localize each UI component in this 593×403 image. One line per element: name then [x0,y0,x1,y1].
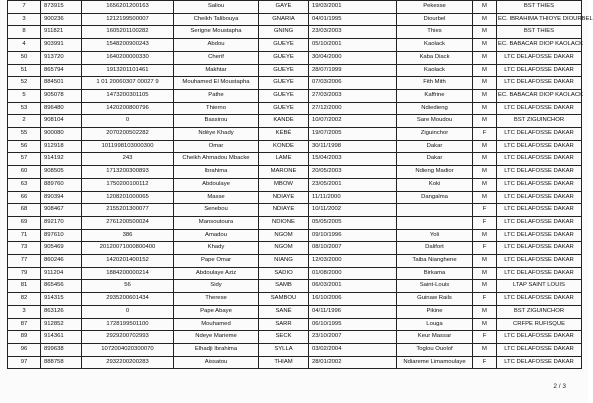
sex-cell: M [473,318,497,331]
birth-date-cell: 28/01/2002 [309,356,397,369]
last-name-cell: KANDE [259,115,309,128]
birth-date-cell: 27/03/2003 [309,89,397,102]
birth-date-cell: 23/05/2001 [309,178,397,191]
birth-place-cell: Thies [397,26,473,39]
table-row [8,140,582,153]
table-row [8,204,582,217]
ine-cell: 1208201000065 [82,191,174,204]
school-cell: LTC DELAFOSSE DAKAR [497,216,582,229]
row-number: 4 [8,39,41,52]
ine-cell: 1072004020300070 [82,343,174,356]
first-name-cell: Cherif [174,51,259,64]
ine-cell: 1420200800796 [82,102,174,115]
last-name-cell: GUEYE [259,77,309,90]
ien-cell: 912852 [41,318,82,331]
birth-date-cell: 16/10/2006 [309,293,397,306]
sex-cell: M [473,102,497,115]
last-name-cell: GUEYE [259,39,309,52]
last-name-cell: KÉBÉ [259,128,309,141]
ien-cell: 896480 [41,102,82,115]
birth-date-cell: 10/11/2002 [309,204,397,217]
birth-date-cell: 05/05/2005 [309,216,397,229]
ien-cell: 892170 [41,216,82,229]
last-name-cell: NDIAYE [259,204,309,217]
first-name-cell: Cheikh Ahmadou Mbacke [174,153,259,166]
row-number: 55 [8,128,41,141]
ine-cell: 2761200500024 [82,216,174,229]
first-name-cell: Mansoutoura [174,216,259,229]
last-name-cell: GNING [259,26,309,39]
last-name-cell: MBOW [259,178,309,191]
ien-cell: 914361 [41,331,82,344]
school-cell: LTC DELAFOSSE DAKAR [497,64,582,77]
last-name-cell: SYLLA [259,343,309,356]
row-number: 53 [8,102,41,115]
row-number: 50 [8,51,41,64]
first-name-cell: Abdou [174,39,259,52]
birth-place-cell: Kaffrine [397,89,473,102]
last-name-cell: SARR [259,318,309,331]
table-row [8,77,582,90]
ine-cell: 243 [82,153,174,166]
birth-date-cell: 30/11/1998 [309,140,397,153]
row-number: 63 [8,178,41,191]
ine-cell: 2935200601434 [82,293,174,306]
first-name-cell: Mouhamed [174,318,259,331]
school-cell: LTAP SAINT LOUIS [497,280,582,293]
ien-cell: 908505 [41,166,82,179]
school-cell: LTC DELAFOSSE DAKAR [497,204,582,217]
table-row [8,26,582,39]
birth-date-cell: 15/04/2003 [309,153,397,166]
row-number: 7 [8,1,41,14]
last-name-cell: GUEYE [259,102,309,115]
row-number: 68 [8,204,41,217]
birth-place-cell: Diourbel [397,13,473,26]
school-cell: BST THIES [497,1,582,14]
table-row [8,64,582,77]
sex-cell: M [473,166,497,179]
row-number: 57 [8,153,41,166]
ien-cell: 863126 [41,305,82,318]
last-name-cell: LAME [259,153,309,166]
ine-cell: 20120071000800400 [82,242,174,255]
first-name-cell: Makhtar [174,64,259,77]
last-name-cell: NDIAYE [259,191,309,204]
table-row [8,39,582,52]
first-name-cell: Khady [174,242,259,255]
last-name-cell: NGOM [259,229,309,242]
first-name-cell: Ndeye Marieme [174,331,259,344]
sex-cell: M [473,51,497,64]
school-cell: LTC DELAFOSSE DAKAR [497,51,582,64]
birth-place-cell: Saint-Louis [397,280,473,293]
school-cell: EC. IBRAHIMA THIOYE DIOURBEL [497,13,582,26]
ine-cell: 1212199500007 [82,13,174,26]
first-name-cell: Serigne Moustapha [174,26,259,39]
ien-cell: 914192 [41,153,82,166]
birth-date-cell: 01/08/2000 [309,267,397,280]
ien-cell: 905078 [41,89,82,102]
school-cell: LTC DELAFOSSE DAKAR [497,242,582,255]
birth-place-cell: Sare Moudou [397,115,473,128]
sex-cell: M [473,255,497,268]
ine-cell: 1913201101461 [82,64,174,77]
row-number: 52 [8,77,41,90]
ien-cell: 897610 [41,229,82,242]
birth-date-cell: 04/11/1996 [309,305,397,318]
ine-cell: 1548200900243 [82,39,174,52]
table-row [8,356,582,369]
school-cell: LTC DELAFOSSE DAKAR [497,356,582,369]
row-number: 97 [8,356,41,369]
birth-place-cell: Ndieng Madior [397,166,473,179]
school-cell: LTC DELAFOSSE DAKAR [497,229,582,242]
birth-place-cell: Kaba Diack [397,51,473,64]
birth-date-cell: 23/10/2007 [309,331,397,344]
row-number: 60 [8,166,41,179]
first-name-cell: Thierno [174,102,259,115]
birth-place-cell [397,216,473,229]
ien-cell: 911821 [41,26,82,39]
sex-cell: M [473,229,497,242]
birth-place-cell: Kaolack [397,39,473,52]
table-row [8,280,582,293]
ine-cell: 0 [82,305,174,318]
birth-place-cell: Keur Massar [397,331,473,344]
last-name-cell: SADIO [259,267,309,280]
row-number: 73 [8,242,41,255]
ien-cell: 860246 [41,255,82,268]
ien-cell: 900080 [41,128,82,141]
birth-date-cell: 09/10/1996 [309,229,397,242]
birth-place-cell: Pekesse [397,1,473,14]
last-name-cell: GUEYE [259,51,309,64]
birth-place-cell: Dakar [397,153,473,166]
birth-place-cell: Ndiedieng [397,102,473,115]
first-name-cell: Ndèye Khady [174,128,259,141]
school-cell: LTC DELAFOSSE DAKAR [497,331,582,344]
row-number: 79 [8,267,41,280]
sex-cell: M [473,305,497,318]
student-table [7,0,593,369]
table-row [8,115,582,128]
first-name-cell: Ibrahima [174,166,259,179]
sex-cell: F [473,128,497,141]
last-name-cell: NIANG [259,255,309,268]
school-cell: BST ZIGUINCHOR [497,115,582,128]
birth-date-cell: 27/12/2000 [309,102,397,115]
birth-place-cell: Fith Mith [397,77,473,90]
school-cell: EC. BABACAR DIOP KAOLACK [497,89,582,102]
table-row [8,343,582,356]
page-number: 2 / 3 [553,383,566,390]
last-name-cell: SAMBOU [259,293,309,306]
table-row [8,89,582,102]
sex-cell: M [473,267,497,280]
first-name-cell: Pathe [174,89,259,102]
first-name-cell: Elhadji Ibrahima [174,343,259,356]
birth-place-cell: Ndiareme Limamoulaye [397,356,473,369]
first-name-cell: Therese [174,293,259,306]
birth-place-cell: Toglou Ouolof [397,343,473,356]
table-row [8,102,582,115]
row-number: 81 [8,280,41,293]
birth-place-cell: Kaolack [397,64,473,77]
school-cell: BST THIES [497,26,582,39]
row-number: 66 [8,191,41,204]
ine-cell: 2929200702993 [82,331,174,344]
row-number: 96 [8,343,41,356]
birth-date-cell: 03/02/2004 [309,343,397,356]
last-name-cell: NGOM [259,242,309,255]
ine-cell: 1420201400152 [82,255,174,268]
birth-place-cell: Koki [397,178,473,191]
table-row [8,305,582,318]
sex-cell: M [473,153,497,166]
birth-place-cell [397,204,473,217]
ine-cell: 1728199501100 [82,318,174,331]
table-row [8,255,582,268]
school-cell: LTC DELAFOSSE DAKAR [497,102,582,115]
birth-date-cell: 20/05/2003 [309,166,397,179]
first-name-cell: Sidy [174,280,259,293]
ine-cell: 56 [82,280,174,293]
birth-date-cell: 12/03/2000 [309,255,397,268]
first-name-cell: Amadou [174,229,259,242]
sex-cell: M [473,39,497,52]
last-name-cell: GUEYE [259,89,309,102]
row-number: 2 [8,115,41,128]
first-name-cell: Pape Omar [174,255,259,268]
ine-cell: 1011998103000300 [82,140,174,153]
ine-cell: 386 [82,229,174,242]
last-name-cell: MARONE [259,166,309,179]
birth-place-cell: Louga [397,318,473,331]
ien-cell: 913720 [41,51,82,64]
school-cell: EC. BABACAR DIOP KAOLACK [497,39,582,52]
first-name-cell: Masse [174,191,259,204]
last-name-cell: GAYE [259,1,309,14]
table-row [8,242,582,255]
ien-cell: 889760 [41,178,82,191]
last-name-cell: KONDE [259,140,309,153]
ien-cell: 890394 [41,191,82,204]
ien-cell: 865456 [41,280,82,293]
ien-cell: 865794 [41,64,82,77]
birth-place-cell: Dakar [397,140,473,153]
row-number: 56 [8,140,41,153]
school-cell: LTC DELAFOSSE DAKAR [497,77,582,90]
school-cell: CRFPE RUFISQUE [497,318,582,331]
sex-cell: M [473,77,497,90]
sex-cell: F [473,293,497,306]
ine-cell: 1750200100112 [82,178,174,191]
ien-cell: 905469 [41,242,82,255]
row-number: 89 [8,331,41,344]
ine-cell: 1640200000330 [82,51,174,64]
first-name-cell: Abdoulaye Aziz [174,267,259,280]
birth-place-cell: Guinaw Rails [397,293,473,306]
birth-date-cell: 19/03/2001 [309,1,397,14]
first-name-cell: Senebou [174,204,259,217]
sex-cell: M [473,13,497,26]
school-cell: LTC DELAFOSSE DAKAR [497,255,582,268]
birth-date-cell: 23/03/2003 [309,26,397,39]
school-cell: LTC DELAFOSSE DAKAR [497,178,582,191]
sex-cell: M [473,1,497,14]
ien-cell: 900236 [41,13,82,26]
sex-cell: F [473,331,497,344]
ien-cell: 911204 [41,267,82,280]
last-name-cell: SAMB [259,280,309,293]
birth-date-cell: 05/10/2001 [309,39,397,52]
row-number: 82 [8,293,41,306]
first-name-cell: Aissatou [174,356,259,369]
birth-date-cell: 06/03/2001 [309,280,397,293]
last-name-cell: SECK [259,331,309,344]
row-number: 5 [8,89,41,102]
last-name-cell: GUEYE [259,64,309,77]
row-number: 69 [8,216,41,229]
ine-cell: 1 01 20060307 00027 9 [82,77,174,90]
sex-cell: F [473,216,497,229]
sex-cell: M [473,64,497,77]
ine-cell: 1884200000214 [82,267,174,280]
sex-cell: M [473,140,497,153]
row-number: 87 [8,318,41,331]
birth-date-cell: 11/11/2000 [309,191,397,204]
birth-place-cell: Ziguinchor [397,128,473,141]
last-name-cell: SANÉ [259,305,309,318]
sex-cell: M [473,26,497,39]
table-row [8,318,582,331]
birth-date-cell: 30/04/2000 [309,51,397,64]
birth-date-cell: 08/10/2007 [309,242,397,255]
first-name-cell: Mouhamed El Moustapha [174,77,259,90]
school-cell: LTC DELAFOSSE DAKAR [497,343,582,356]
ien-cell: 908104 [41,115,82,128]
table-row [8,128,582,141]
last-name-cell: THIAM [259,356,309,369]
birth-place-cell: Birkama [397,267,473,280]
ien-cell: 914315 [41,293,82,306]
table-row [8,191,582,204]
ien-cell: 903991 [41,39,82,52]
sex-cell: M [473,178,497,191]
sex-cell: F [473,204,497,217]
ine-cell: 1473200301105 [82,89,174,102]
ien-cell: 888758 [41,356,82,369]
birth-date-cell: 06/10/1995 [309,318,397,331]
last-name-cell: GNARIA [259,13,309,26]
table-row [8,229,582,242]
birth-place-cell: Yoli [397,229,473,242]
first-name-cell: Bassirou [174,115,259,128]
table-row [8,51,582,64]
ine-cell: 1605201100282 [82,26,174,39]
school-cell: LTC DELAFOSSE DAKAR [497,293,582,306]
ine-cell: 1713200300893 [82,166,174,179]
ien-cell: 884501 [41,77,82,90]
table-row [8,216,582,229]
first-name-cell: Pape Abaye [174,305,259,318]
row-number: 51 [8,64,41,77]
birth-date-cell: 28/07/1999 [309,64,397,77]
row-number: 77 [8,255,41,268]
ine-cell: 0 [82,115,174,128]
ien-cell: 908467 [41,204,82,217]
school-cell: LTC DELAFOSSE DAKAR [497,140,582,153]
birth-place-cell: Dalifort [397,242,473,255]
sex-cell: M [473,115,497,128]
table-row [8,178,582,191]
first-name-cell: Saliou [174,1,259,14]
school-cell: LTC DELAFOSSE DAKAR [497,191,582,204]
sex-cell: F [473,356,497,369]
ine-cell: 2932200200283 [82,356,174,369]
birth-date-cell: 07/03/2006 [309,77,397,90]
ien-cell: 912918 [41,140,82,153]
birth-date-cell: 19/07/2005 [309,128,397,141]
sex-cell: F [473,242,497,255]
ine-cell: 2070200502282 [82,128,174,141]
row-number: 3 [8,305,41,318]
sex-cell: M [473,89,497,102]
table-row [8,293,582,306]
sex-cell: M [473,343,497,356]
first-name-cell: Cheikh Talibouya [174,13,259,26]
sex-cell: M [473,191,497,204]
birth-place-cell: Dangalma [397,191,473,204]
table-row [8,1,582,14]
table-row [8,331,582,344]
ine-cell: 2155201300077 [82,204,174,217]
birth-place-cell: Taiba Nianghene [397,255,473,268]
ine-cell: 1656201200163 [82,1,174,14]
table-row [8,166,582,179]
table-row [8,267,582,280]
school-cell: BST ZIGUINCHOR [497,305,582,318]
first-name-cell: Omar [174,140,259,153]
first-name-cell: Abdoulaye [174,178,259,191]
row-number: 8 [8,26,41,39]
school-cell: LTC DELAFOSSE DAKAR [497,267,582,280]
ien-cell: 899638 [41,343,82,356]
school-cell: LTC DELAFOSSE DAKAR [497,128,582,141]
table-row [8,13,582,26]
school-cell: LTC DELAFOSSE DAKAR [497,166,582,179]
birth-date-cell: 04/01/1995 [309,13,397,26]
sex-cell: M [473,280,497,293]
row-number: 71 [8,229,41,242]
birth-date-cell: 10/07/2002 [309,115,397,128]
table-row [8,153,582,166]
birth-place-cell: Pikine [397,305,473,318]
ien-cell: 873915 [41,1,82,14]
row-number: 3 [8,13,41,26]
school-cell: LTC DELAFOSSE DAKAR [497,153,582,166]
last-name-cell: NDIONE [259,216,309,229]
